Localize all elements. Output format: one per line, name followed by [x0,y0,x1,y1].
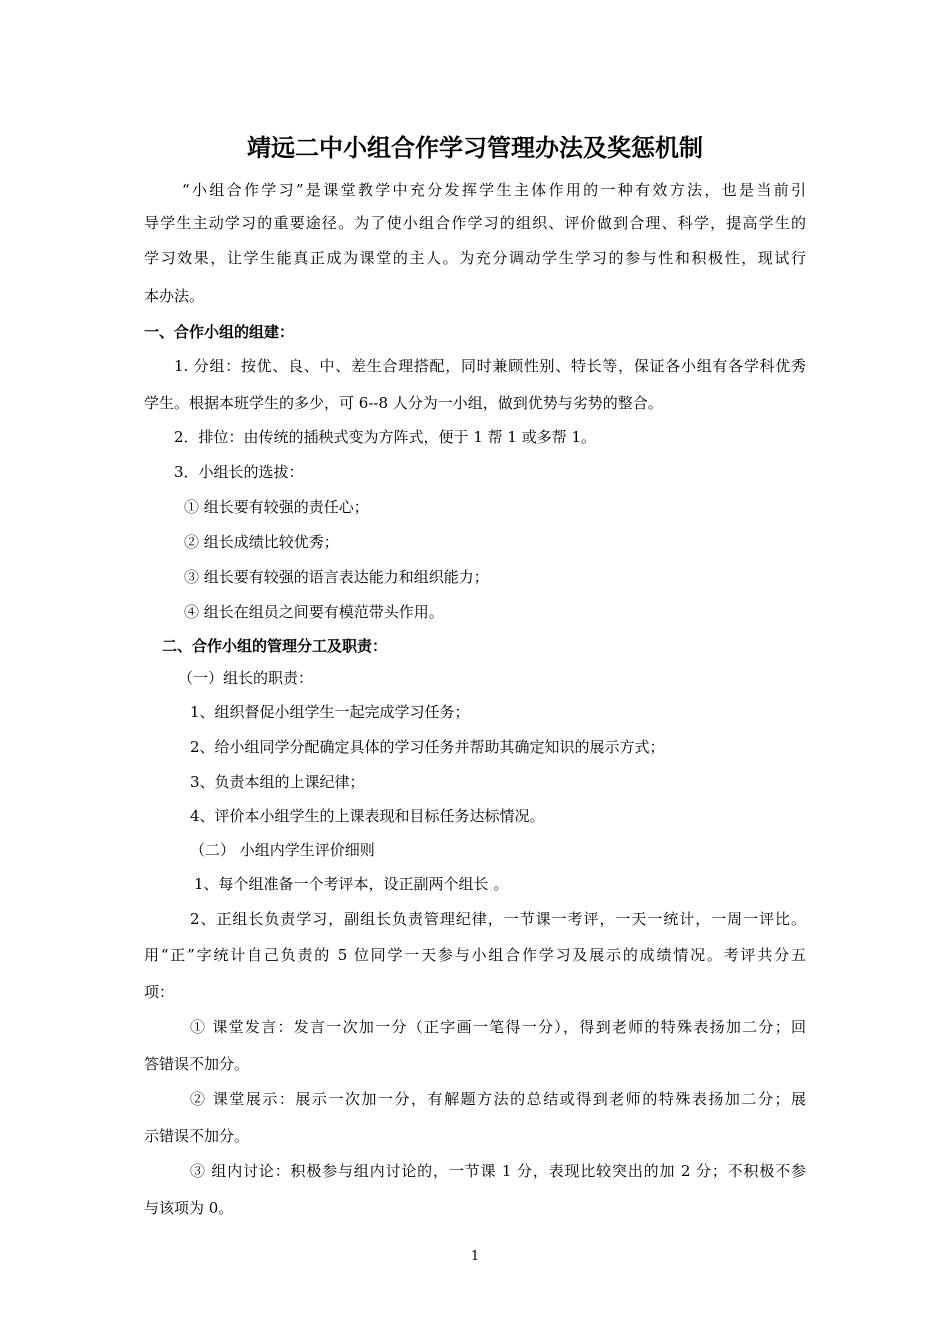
criteria-3: ③ 组长要有较强的语言表达能力和组织能力； [184,568,489,586]
section1-item2: 2．排位：由传统的插秧式变为方阵式，便于 1 帮 1 或多帮 1。 [174,428,597,446]
sub1-item-4: 4、评价本小组学生的上课表现和目标任务达标情况。 [190,807,545,825]
sub2-item1: 1、每个组准备一个考评本，设正副两个组长 。 [194,875,509,893]
page-number: 1 [470,1249,480,1264]
rule3-line-1: ③ 组内讨论：积极参与组内讨论的，一节课 1 分，表现比较突出的加 2 分；不积极不参 [190,1162,806,1180]
sub1-item-1: 1、组织督促小组学生一起完成学习任务； [190,703,470,721]
sub2-item2-line-3: 项： [144,983,175,1001]
sub2-heading: （二） 小组内学生评价细则 [190,841,375,859]
criteria-4: ④ 组长在组员之间要有模范带头作用。 [184,603,444,621]
rule2-line-2: 示错误不加分。 [144,1127,250,1145]
rule2-line-1: ② 课堂展示：展示一次加一分，有解题方法的总结或得到老师的特殊表扬加二分；展 [190,1090,806,1108]
rule1-line-2: 答错误不加分。 [144,1055,250,1073]
section1-item1-line-1: 1. 分组：按优、良、中、差生合理搭配，同时兼顾性别、特长等，保证各小组有各学科优秀 [174,357,806,375]
section1-item1-line-2: 学生。根据本班学生的多少，可 6--8 人分为一小组，做到优势与劣势的整合。 [144,394,663,412]
rule1-line-1: ① 课堂发言：发言一次加一分（正字画一笔得一分），得到老师的特殊表扬加二分；回 [190,1018,806,1036]
sub2-item2-line-1: 2、正组长负责学习，副组长负责管理纪律，一节课一考评，一天一统计，一周一评比。 [190,910,806,928]
criteria-2: ② 组长成绩比较优秀； [184,533,339,551]
intro-line-1: “小组合作学习”是课堂教学中充分发挥学生主体作用的一种有效方法，也是当前引 [182,181,806,199]
sub1-item-2: 2、给小组同学分配确定具体的学习任务并帮助其确定知识的展示方式； [190,738,665,756]
intro-line-3: 学习效果，让学生能真正成为课堂的主人。为充分调动学生学习的参与性和积极性，现试行 [144,249,806,267]
intro-line-2: 导学生主动学习的重要途径。为了使小组合作学习的组织、评价做到合理、科学，提高学生的 [144,214,806,232]
section1-item3: 3．小组长的选拔： [174,463,304,481]
section2-heading: 二、合作小组的管理分工及职责： [162,637,388,655]
page-title: 靖远二中小组合作学习管理办法及奖惩机制 [247,134,703,162]
sub1-item-3: 3、负责本组的上课纪律； [190,773,365,791]
sub2-item2-line-2: 用“正”字统计自己负责的 5 位同学一天参与小组合作学习及展示的成绩情况。考评共分五 [144,946,806,964]
section1-heading: 一、合作小组的组建： [144,323,295,341]
sub1-heading: （一）组长的职责： [178,669,314,687]
rule3-line-2: 与该项为 0。 [144,1199,234,1217]
criteria-1: ① 组长要有较强的责任心； [184,498,369,516]
intro-line-4: 本办法。 [144,287,205,305]
